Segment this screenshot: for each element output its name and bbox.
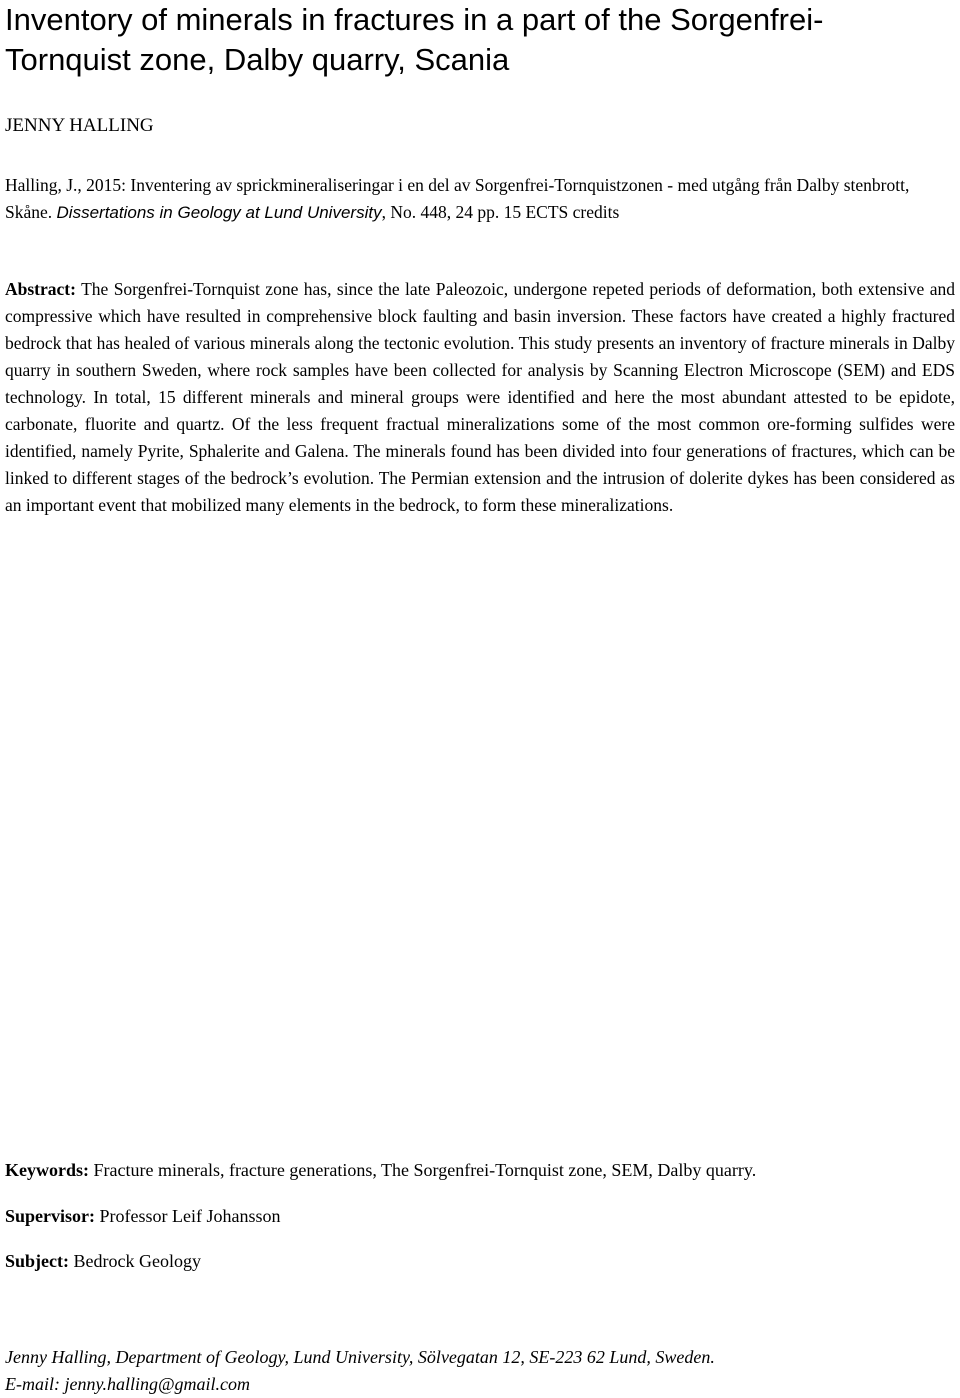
author-contact [5,1344,950,1398]
abstract [5,276,955,519]
document-title: Inventory of minerals in fractures in a part of the Sorgenfrei-Tornquist zone, Dalby quarry, Scania [5,2,824,77]
citation [5,172,950,226]
subject [5,1249,950,1273]
citation-details: , No. 448, 24 pp. 15 ECTS credits [381,202,620,222]
abstract-label: Abstract: [5,279,76,299]
supervisor-label: Supervisor: [5,1206,95,1226]
author-address: Jenny Halling, Department of Geology, Lund University, Sölvegatan 12, SE-223 62 Lund, Sweden. [5,1347,715,1367]
keywords-text: Fracture minerals, fracture generations, The Sorgenfrei-Tornquist zone, SEM, Dalby quarry. [93,1160,757,1180]
keywords-label: Keywords: [5,1160,89,1180]
supervisor [5,1204,950,1228]
supervisor-text: Professor Leif Johansson [99,1206,281,1226]
citation-text: Halling, J., 2015: Inventering av sprickmineraliseringar i en del av Sorgenfrei-Tornquistzonen - med utgång från Dalby stenbrott, Skåne. [5,175,910,222]
author-email: E-mail: jenny.halling@gmail.com [5,1374,251,1394]
subject-label: Subject: [5,1251,69,1271]
author-name: JENNY HALLING [5,115,154,136]
abstract-text: The Sorgenfrei-Tornquist zone has, since the late Paleozoic, undergone repeted periods of deformation, both extensive and compressive which have resulted in comprehensive block faulting and basin inversion. These factors have created a highly fractured bedrock that has healed of various minerals along the tectonic evolution. This study presents an inventory of fracture minerals in Dalby quarry in southern Sweden, where rock samples have been collected for analysis by Scanning Electron Microscope (SEM) and EDS technology. In total, 15 different minerals and mineral groups were identified and here the most abundant attested to be epidote, carbonate, fluorite and quartz. Of the less frequent fractual mineralizations some of the most common ore-forming sulfides were identified, namely Pyrite, Sphalerite and Galena. The minerals found has been divided into four generations of fractures, which can be linked to different stages of the bedrock’s evolution. The Permian extension and the intrusion of dolerite dykes has been considered as an important event that mobilized many elements in the bedrock, to form these mineralizations. [5,279,955,515]
subject-text: Bedrock Geology [73,1251,201,1271]
citation-series: Dissertations in Geology at Lund University [56,203,382,222]
keywords [5,1158,950,1182]
